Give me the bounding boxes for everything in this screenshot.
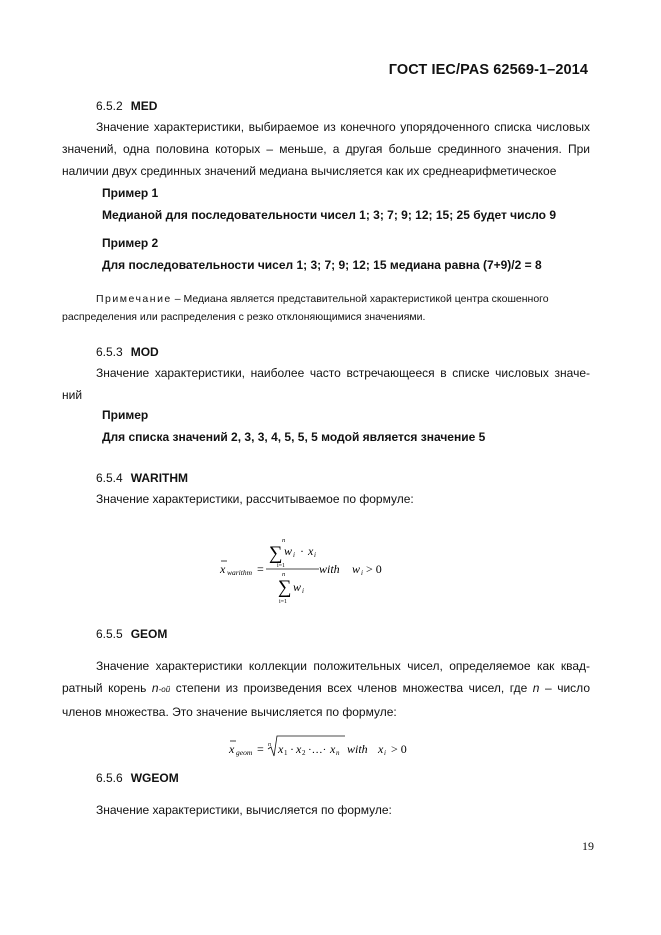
formula-limit: i=1	[277, 563, 286, 569]
section-number: 6.5.5	[96, 627, 123, 641]
text-line: Значение характеристики коллекции положительных чисел, определяемое как квад-	[96, 659, 590, 673]
example-label: Пример 2	[102, 236, 159, 250]
text-line: ратный корень n-ой степени из произведения всех членов множества чисел, где n – число	[62, 681, 590, 695]
paragraph-geom	[62, 655, 590, 723]
formula-subscript: i	[293, 551, 295, 559]
formula-symbol: w	[352, 562, 361, 576]
formula-subscript: 1	[284, 749, 288, 757]
section-heading-656	[96, 771, 179, 785]
formula-subscript: geom	[236, 748, 253, 757]
formula-with: with	[319, 562, 340, 576]
formula-symbol: x	[220, 562, 226, 576]
formula-symbol: w	[284, 544, 293, 558]
formula-subscript: i	[314, 551, 316, 559]
section-heading-653	[96, 345, 159, 359]
text-line: членов множества. Это значение вычисляется по формуле:	[62, 705, 397, 719]
formula-dots: ·…·	[308, 744, 327, 756]
note	[62, 290, 590, 326]
section-title: MED	[130, 99, 158, 113]
section-title: MOD	[130, 345, 159, 359]
formula-with: with	[347, 742, 368, 756]
paragraph-mod	[62, 362, 590, 406]
formula-limit: n	[282, 571, 286, 578]
formula-sum: ∑	[269, 543, 283, 564]
paragraph-wgeom: Значение характеристики, вычисляется по формуле:	[96, 803, 392, 817]
formula-sum: ∑	[278, 577, 292, 598]
formula-subscript: i	[302, 587, 304, 595]
note-text: распределения или распределения с резко отклоняющимися значениями.	[62, 311, 426, 323]
text-line: значений, одна половина которых – меньше, а другая больше срединного значения. При	[62, 142, 590, 156]
formula-geom	[225, 733, 425, 763]
document-header: ГОСТ IEC/PAS 62569-1–2014	[388, 62, 588, 78]
section-number: 6.5.2	[96, 99, 123, 113]
formula-symbol: x	[330, 742, 336, 756]
text-line: наличии двух срединных значений медиана вычисляется как их среднеарифметическое	[62, 164, 557, 178]
section-heading-654	[96, 471, 188, 485]
example-label: Пример	[102, 408, 149, 422]
note-label: Примечание	[96, 293, 172, 305]
example-text: Для последовательности чисел 1; 3; 7; 9; 12; 15 медиана равна (7+9)/2 = 8	[102, 258, 542, 272]
formula-symbol: x	[378, 742, 384, 756]
section-title: GEOM	[130, 627, 168, 641]
formula-symbol: x	[229, 742, 235, 756]
formula-symbol: x	[278, 742, 284, 756]
formula-dot: ·	[290, 742, 294, 756]
formula-subscript: 2	[302, 749, 306, 757]
formula-subscript: i	[361, 569, 363, 577]
section-heading-655	[96, 627, 167, 641]
formula-symbol: x	[296, 742, 302, 756]
text-line: ний	[62, 388, 83, 402]
section-title: WGEOM	[130, 771, 179, 785]
formula-equals: =	[257, 562, 264, 576]
text-line: Значение характеристики, выбираемое из конечного упорядоченного списка числовых	[96, 120, 590, 134]
text-line: Значение характеристики, наиболее часто встречающееся в списке числовых значе-	[96, 366, 590, 380]
formula-subscript: i	[384, 749, 386, 757]
formula-subscript: n	[336, 749, 340, 757]
example-text: Медианой для последовательности чисел 1; 3; 7; 9; 12; 15; 25 будет число 9	[102, 208, 557, 222]
section-number: 6.5.6	[96, 771, 123, 785]
note-text: – Медиана является представительной характеристикой центра скошенного	[174, 293, 549, 305]
formula-equals: =	[257, 742, 264, 756]
formula-subscript: warithm	[227, 568, 253, 577]
root-index: n	[268, 742, 271, 748]
section-title: WARITHM	[130, 471, 189, 485]
example-label: Пример 1	[102, 186, 159, 200]
formula-symbol: x	[308, 544, 314, 558]
section-number: 6.5.3	[96, 345, 123, 359]
formula-warithm	[216, 532, 396, 608]
paragraph-med	[62, 116, 590, 182]
paragraph-warithm: Значение характеристики, рассчитываемое по формуле:	[96, 492, 414, 506]
formula-condition: > 0	[391, 742, 407, 756]
formula-limit: i=1	[279, 599, 288, 605]
example-text: Для списка значений 2, 3, 3, 4, 5, 5, 5 модой является значение 5	[102, 430, 486, 444]
section-heading-652	[96, 99, 157, 113]
section-number: 6.5.4	[96, 471, 123, 485]
formula-symbol: w	[293, 580, 302, 594]
formula-dot: ·	[300, 544, 304, 558]
page-number: 19	[582, 839, 594, 853]
formula-limit: n	[282, 537, 286, 544]
formula-condition: > 0	[366, 562, 382, 576]
